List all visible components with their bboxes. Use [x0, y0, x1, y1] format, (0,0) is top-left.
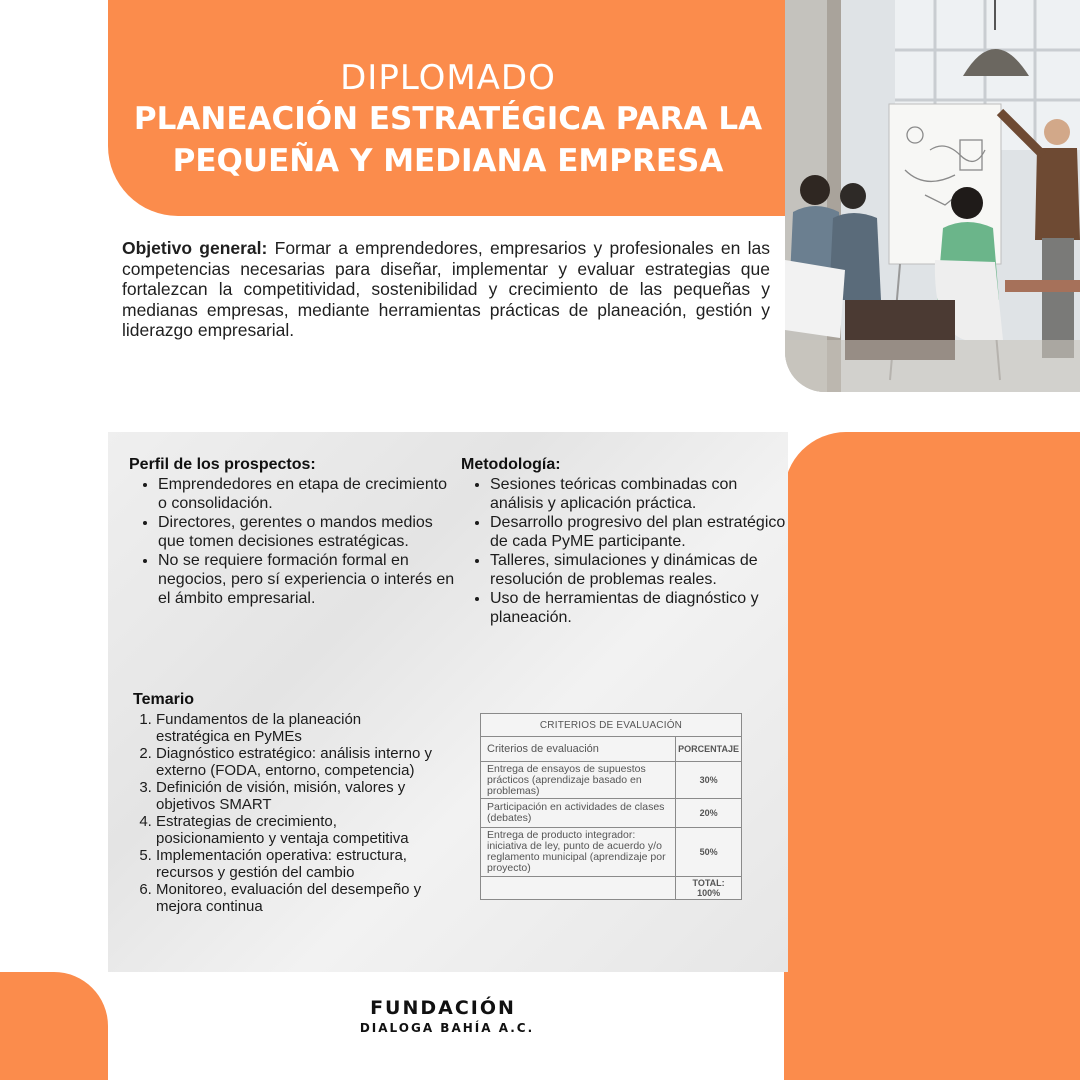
table-row [481, 828, 742, 877]
header-title-line-2: PEQUEÑA Y MEDIANA EMPRESA [172, 143, 724, 179]
list-item: • Talleres, simulaciones y dinámicas de resolución de problemas reales. [490, 551, 790, 589]
list-item: • Uso de herramientas de diagnóstico y planeación. [490, 589, 790, 627]
list-item: • Sesiones teóricas combinadas con análisis y aplicación práctica. [490, 475, 790, 513]
metodologia-list [461, 475, 790, 627]
objective-label: Objetivo general: [122, 238, 268, 258]
temario-title: Temario [133, 691, 195, 708]
list-item: 4. Estrategias de crecimiento, posicionamiento y ventaja competitiva [156, 813, 436, 847]
temario-list [133, 711, 436, 915]
table-cell: Entrega de producto integrador: iniciativa de ley, punto de acuerdo y/o reglamento municipal (aprendizaje por proyecto) [481, 828, 676, 877]
table-cell: Entrega de ensayos de supuestos prácticos (aprendizaje basado en problemas) [481, 762, 676, 799]
objective-text: Formar a emprendedores, empresarios y profesionales en las competencias necesarias para diseñar, implementar y evaluar estrategias que fortalezcan la competitividad, sostenibilidad y crecimiento de las pequeñas y medianas empresas, mediante herramientas prácticas de planeación, gestión y liderazgo empresarial. [122, 238, 771, 340]
table-cell: 30% [676, 762, 742, 799]
table-cell: Participación en actividades de clases (debates) [481, 799, 676, 828]
table-total: TOTAL: 100% [676, 877, 742, 900]
table-caption-row [481, 714, 742, 737]
list-item: 1. Fundamentos de la planeación estratégica en PyMEs [156, 711, 436, 745]
header-title-line-1: PLANEACIÓN ESTRATÉGICA PARA LA [133, 101, 763, 137]
header-banner [108, 0, 788, 216]
objective-paragraph [122, 238, 770, 341]
column-header-criterios: Criterios de evaluación [481, 737, 676, 762]
header-diplomado: DIPLOMADO [340, 58, 556, 98]
perfil-list [129, 475, 458, 608]
criteria-table [480, 713, 742, 900]
list-item: • Emprendedores en etapa de crecimiento o consolidación. [158, 475, 458, 513]
footer-organization: DIALOGA BAHÍA A.C. [359, 1021, 535, 1035]
table-total-row [481, 877, 742, 900]
list-item: 3. Definición de visión, misión, valores y objetivos SMART [156, 779, 436, 813]
table-header-row [481, 737, 742, 762]
table-cell-empty [481, 877, 676, 900]
perfil-title: Perfil de los prospectos: [129, 456, 316, 473]
table-row [481, 799, 742, 828]
list-item: 5. Implementación operativa: estructura, recursos y gestión del cambio [156, 847, 436, 881]
list-item: • Desarrollo progresivo del plan estratégico de cada PyME participante. [490, 513, 790, 551]
column-header-porcentaje: PORCENTAJE [676, 737, 742, 762]
metodologia-title: Metodología: [461, 456, 561, 473]
list-item: • Directores, gerentes o mandos medios que tomen decisiones estratégicas. [158, 513, 458, 551]
list-item: • No se requiere formación formal en negocios, pero sí experiencia o interés en el ámbito empresarial. [158, 551, 458, 608]
list-item: 6. Monitoreo, evaluación del desempeño y mejora continua [156, 881, 436, 915]
table-caption: CRITERIOS DE EVALUACIÓN [481, 714, 742, 737]
table-row [481, 762, 742, 799]
meeting-photo [785, 0, 1080, 392]
right-orange-block [784, 432, 1080, 1080]
footer-foundation: FUNDACIÓN [370, 997, 516, 1019]
table-cell: 50% [676, 828, 742, 877]
list-item: 2. Diagnóstico estratégico: análisis interno y externo (FODA, entorno, competencia) [156, 745, 436, 779]
table-cell: 20% [676, 799, 742, 828]
